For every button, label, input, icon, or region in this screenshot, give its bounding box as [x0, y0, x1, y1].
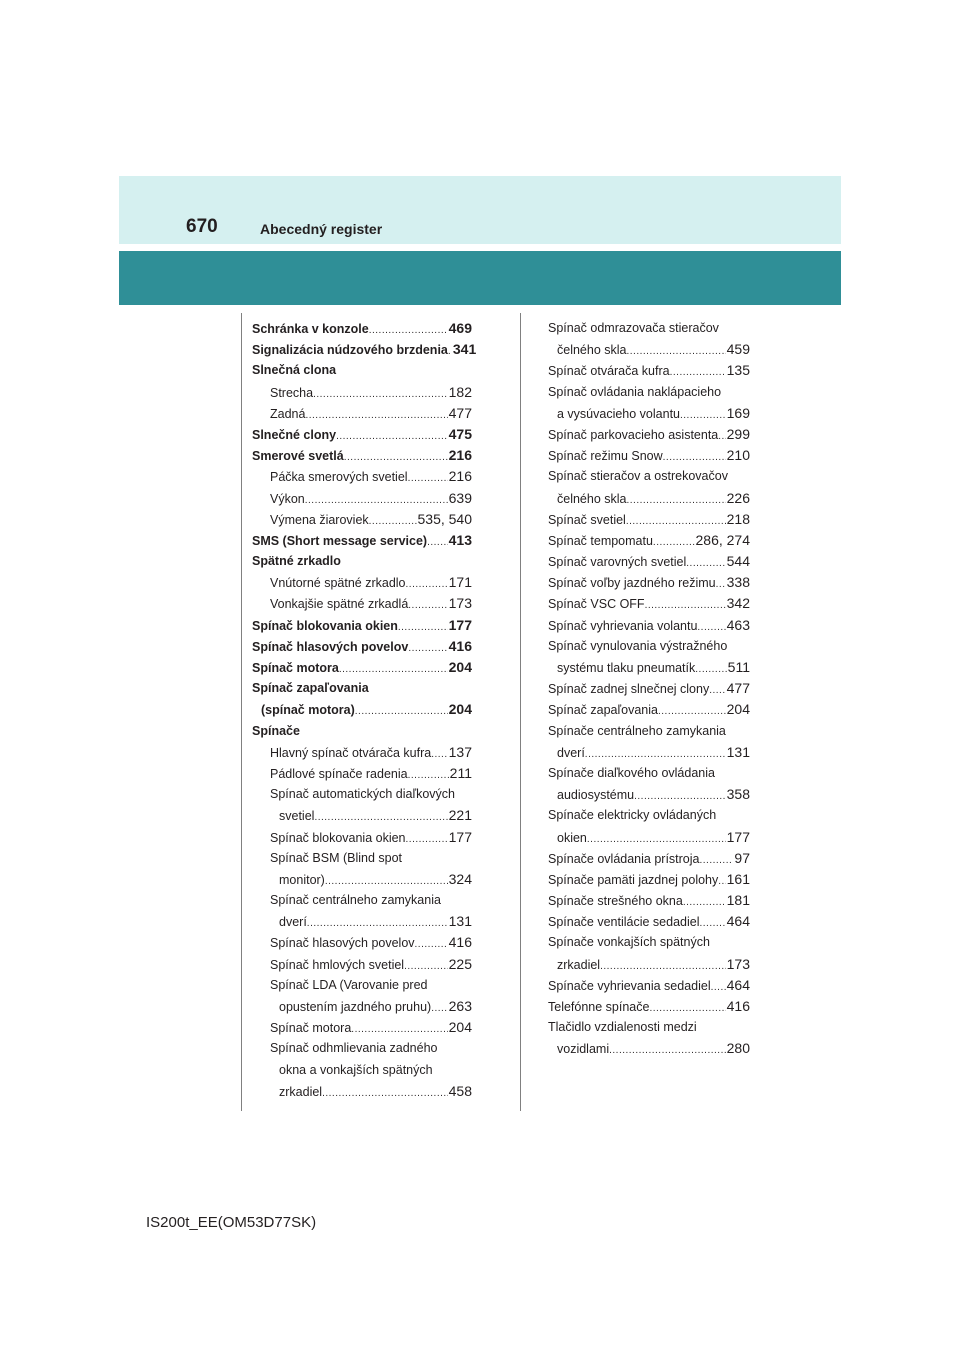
- index-entry: [548, 339, 750, 360]
- index-entry: [252, 805, 472, 826]
- index-entry: [252, 827, 472, 848]
- page-reference: 341: [452, 341, 477, 358]
- dot-leader: [663, 446, 726, 468]
- index-term: zrkadiel: [557, 957, 601, 972]
- page-reference: 324: [448, 870, 472, 887]
- dot-leader: [339, 658, 448, 680]
- page-reference: 338: [726, 574, 750, 591]
- index-entry: [252, 360, 472, 381]
- dot-leader: [408, 764, 449, 786]
- index-entry: [548, 593, 750, 614]
- index-term: Spínač svetiel: [548, 512, 626, 527]
- index-entry: [548, 424, 750, 445]
- index-term: Výmena žiaroviek: [270, 512, 369, 527]
- page-reference: 216: [448, 468, 472, 485]
- page-reference: 639: [448, 489, 472, 506]
- dot-leader: [645, 594, 726, 616]
- index-entry: [548, 699, 750, 720]
- index-term: Strecha: [270, 385, 314, 400]
- index-entry: [252, 382, 472, 403]
- index-entry: [548, 784, 750, 805]
- dot-leader: [404, 955, 448, 977]
- dot-leader: [585, 743, 726, 765]
- dot-leader: [686, 552, 725, 574]
- index-term: SMS (Short message service): [252, 533, 428, 548]
- page-reference: 204: [448, 1019, 472, 1036]
- index-term: Spínač hmlových svetiel: [270, 957, 405, 972]
- page-reference: 263: [448, 998, 472, 1014]
- page-reference: 477: [448, 404, 472, 421]
- dot-leader: [307, 912, 448, 934]
- dot-leader: [322, 1082, 448, 1104]
- dot-leader: [398, 616, 448, 638]
- page-reference: 216: [448, 447, 472, 464]
- dot-leader: [626, 510, 726, 532]
- page-reference: 464: [726, 976, 750, 993]
- index-term: Spínač centrálneho zamykania: [270, 893, 441, 908]
- index-entry: [548, 1017, 750, 1038]
- index-term: Spínač VSC OFF: [548, 597, 645, 612]
- index-term: Spínače: [252, 723, 300, 738]
- index-entry: [548, 382, 750, 403]
- index-entry: [548, 445, 750, 466]
- index-entry: [548, 848, 750, 869]
- dot-leader: [709, 679, 725, 701]
- page-reference: 131: [726, 743, 750, 760]
- index-term: Spínač ovládania naklápacieho: [548, 384, 722, 399]
- page-reference: 469: [448, 320, 472, 336]
- dot-leader: [355, 700, 448, 722]
- index-term: a vysúvacieho volantu: [557, 406, 680, 421]
- index-entry: [548, 318, 750, 339]
- index-entry: [548, 403, 750, 424]
- page-reference: 221: [448, 807, 472, 824]
- index-term: Spínač odmrazovača stieračov: [548, 321, 719, 335]
- index-entry: [252, 593, 472, 614]
- page-reference: 225: [448, 955, 472, 972]
- dot-leader: [700, 912, 726, 934]
- index-term: Spínač zadnej slnečnej clony: [548, 682, 710, 697]
- right-column-rule: [520, 313, 521, 1111]
- index-entry: [548, 721, 750, 742]
- dot-leader: [313, 383, 448, 405]
- index-term: Páčka smerových svetiel: [270, 470, 408, 485]
- index-entry: [548, 996, 750, 1017]
- index-entry: [548, 954, 750, 975]
- page-reference: 169: [726, 404, 750, 421]
- index-entry: [252, 551, 472, 572]
- page-reference: 211: [449, 764, 472, 781]
- index-term: Zadná: [270, 406, 306, 421]
- index-entry: [252, 466, 472, 487]
- dot-leader: [609, 1039, 726, 1061]
- index-entry: [548, 530, 750, 551]
- dot-leader: [600, 955, 726, 977]
- dot-leader: [344, 446, 448, 468]
- index-entry: [548, 678, 750, 699]
- index-term: svetiel: [279, 809, 315, 824]
- dot-leader: [680, 404, 726, 426]
- index-entry: [252, 1081, 472, 1102]
- index-term: Spínač motora: [252, 661, 339, 675]
- index-entry: [252, 784, 472, 805]
- index-term: Spínač blokovania okien: [270, 830, 406, 845]
- index-term: opustením jazdného pruhu): [279, 1000, 432, 1014]
- index-term: Spínač zapaľovania: [548, 703, 658, 718]
- index-term: Spínač režimu Snow: [548, 449, 663, 464]
- page-reference: 464: [726, 913, 750, 930]
- index-term: systému tlaku pneumatík: [557, 661, 696, 675]
- page-reference: 204: [448, 659, 472, 675]
- page-reference: 161: [726, 870, 750, 887]
- dot-leader: [369, 319, 448, 341]
- index-entry: [252, 488, 472, 509]
- page-reference: 477: [726, 680, 750, 697]
- index-entry: [252, 911, 472, 932]
- index-entry: [252, 721, 472, 742]
- dot-leader: [711, 976, 726, 998]
- index-entry: [252, 509, 472, 530]
- index-term: Spínač hlasových povelov: [252, 639, 409, 654]
- page-reference: 511: [727, 659, 750, 675]
- page-number: 670: [186, 216, 218, 237]
- page-reference: 416: [448, 637, 472, 654]
- index-term: Spínače vyhrievania sedadiel: [548, 978, 711, 993]
- index-term: Spínač otvárača kufra: [548, 364, 670, 379]
- header-band: [119, 176, 841, 244]
- index-entry: [252, 424, 472, 445]
- page-reference: 97: [734, 849, 750, 866]
- dot-leader: [408, 594, 447, 616]
- dot-leader: [699, 849, 733, 871]
- index-term: Schránka v konzole: [252, 322, 369, 336]
- index-term: Spínač motora: [270, 1021, 352, 1036]
- index-term: Vonkajšie spätné zrkadlá: [270, 597, 409, 612]
- dot-leader: [587, 828, 726, 850]
- dot-leader: [305, 404, 447, 426]
- page-reference: 177: [448, 616, 472, 633]
- index-entry: [252, 572, 472, 593]
- page-reference: 535, 540: [417, 510, 472, 527]
- index-entry: [548, 657, 750, 678]
- header-accent-bar: [119, 251, 841, 305]
- dot-leader: [627, 489, 726, 511]
- index-term: Spínače diaľkového ovládania: [548, 765, 715, 780]
- index-term: Spínač blokovania okien: [252, 618, 398, 633]
- dot-leader: [431, 997, 447, 1019]
- index-entry: [252, 636, 472, 657]
- page-reference: 544: [726, 553, 750, 570]
- page-reference: 131: [448, 913, 472, 930]
- index-term: čelného skla: [557, 491, 627, 506]
- index-entry: [252, 1017, 472, 1038]
- index-term: Spínače ovládania prístroja: [548, 851, 700, 866]
- page-reference: 173: [448, 595, 472, 612]
- index-entry: [548, 551, 750, 572]
- page-reference: 358: [726, 786, 750, 803]
- left-column-rule: [241, 313, 242, 1111]
- index-entry: [548, 911, 750, 932]
- index-entry: [548, 466, 750, 487]
- index-term: Výkon: [270, 491, 305, 506]
- page-reference: 475: [448, 425, 472, 442]
- index-entry: [548, 360, 750, 381]
- index-entry: [252, 1060, 472, 1081]
- index-entry: [548, 763, 750, 784]
- index-entry: [548, 975, 750, 996]
- dot-leader: [369, 510, 417, 532]
- index-entry: [252, 678, 472, 699]
- dot-leader: [670, 361, 726, 383]
- index-entry: [252, 954, 472, 975]
- dot-leader: [408, 467, 448, 489]
- index-entry: [548, 869, 750, 890]
- index-term: Spínače vonkajších spätných: [548, 935, 710, 950]
- index-entry: [252, 318, 472, 339]
- index-term: Spínače centrálneho zamykania: [548, 723, 726, 738]
- index-entry: [252, 699, 472, 720]
- dot-leader: [305, 489, 448, 511]
- model-code: IS200t_EE(OM53D77SK): [146, 1214, 317, 1231]
- index-entry: [252, 530, 472, 551]
- dot-leader: [314, 806, 447, 828]
- index-entry: [548, 805, 750, 826]
- index-term: Spínače strešného okna: [548, 894, 683, 909]
- page-reference: 181: [726, 892, 750, 909]
- index-term: Spínač BSM (Blind spot: [270, 850, 403, 865]
- index-entry: [252, 932, 472, 953]
- page-reference: 416: [448, 934, 472, 951]
- dot-leader: [695, 658, 726, 680]
- page-reference: 286, 274: [695, 531, 750, 548]
- index-term: Spínače elektricky ovládaných: [548, 808, 717, 823]
- index-term: Spínač tempomatu: [548, 533, 653, 548]
- index-term: Spínač odhmlievania zadného: [270, 1041, 438, 1056]
- index-term: Smerové svetlá: [252, 449, 344, 464]
- index-entry: [548, 827, 750, 848]
- index-term: Telefónne spínače: [548, 1000, 650, 1014]
- index-term: monitor): [279, 872, 325, 887]
- index-term: okien: [557, 830, 587, 845]
- page-reference: 204: [726, 701, 750, 718]
- index-entry: [252, 403, 472, 424]
- page-reference: 204: [448, 701, 472, 718]
- section-title: Abecedný register: [260, 221, 383, 237]
- index-entry: [548, 890, 750, 911]
- index-entry: [548, 742, 750, 763]
- page-reference: 173: [726, 955, 750, 972]
- index-term: Spínač stieračov a ostrekovačov: [548, 469, 728, 484]
- index-term: Spínač vynulovania výstražného: [548, 638, 728, 653]
- page-reference: 135: [726, 362, 750, 379]
- index-term: čelného skla: [557, 343, 627, 358]
- index-column-right: [548, 318, 750, 1060]
- index-entry: [252, 615, 472, 636]
- index-term: Spínače pamäti jazdnej polohy: [548, 872, 719, 887]
- index-entry: [252, 339, 477, 360]
- page-reference: 177: [448, 828, 472, 845]
- index-term: dverí: [279, 915, 307, 930]
- index-term: dverí: [557, 745, 585, 760]
- page-reference: 210: [726, 447, 750, 464]
- page-reference: 177: [726, 828, 750, 845]
- page-reference: 171: [448, 574, 472, 591]
- dot-leader: [336, 425, 448, 447]
- index-entry: [548, 509, 750, 530]
- dot-leader: [627, 340, 726, 362]
- page-reference: 137: [448, 743, 472, 760]
- index-column-left: [252, 318, 477, 1102]
- dot-leader: [406, 573, 448, 595]
- index-term: Spínač vyhrievania volantu: [548, 618, 698, 633]
- index-term: Slnečná clona: [252, 363, 337, 378]
- index-term: Spínač varovných svetiel: [548, 555, 687, 570]
- index-entry: [548, 636, 750, 657]
- index-term: Spínač zapaľovania: [252, 681, 369, 696]
- index-entry: [252, 848, 472, 869]
- index-term: audiosystému: [557, 788, 635, 803]
- dot-leader: [431, 743, 447, 765]
- index-term: Slnečné clony: [252, 427, 337, 442]
- dot-leader: [406, 828, 448, 850]
- index-entry: [252, 1038, 472, 1059]
- index-entry: [252, 890, 472, 911]
- index-term: zrkadiel: [279, 1084, 323, 1099]
- index-entry: [252, 445, 472, 466]
- page-reference: 416: [726, 998, 750, 1014]
- page-reference: 280: [726, 1040, 750, 1057]
- page-reference: 299: [726, 425, 750, 442]
- page-reference: 459: [726, 341, 750, 358]
- dot-leader: [427, 531, 448, 553]
- index-entry: [548, 615, 750, 636]
- index-entry: [252, 975, 472, 996]
- index-term: okna a vonkajších spätných: [279, 1062, 433, 1077]
- index-entry: [548, 1038, 750, 1059]
- index-term: (spínač motora): [261, 703, 355, 718]
- dot-leader: [653, 531, 695, 553]
- dot-leader: [351, 1018, 447, 1040]
- index-term: vozidlami: [557, 1042, 610, 1057]
- dot-leader: [649, 997, 725, 1019]
- page-reference: 226: [726, 489, 750, 506]
- dot-leader: [683, 891, 726, 913]
- index-entry: [252, 996, 472, 1017]
- index-term: Vnútorné spätné zrkadlo: [270, 576, 406, 591]
- index-entry: [252, 742, 472, 763]
- page-reference: 458: [448, 1082, 472, 1099]
- index-entry: [252, 657, 472, 678]
- index-entry: [548, 488, 750, 509]
- index-term: Spínač hlasových povelov: [270, 936, 415, 951]
- index-term: Spínač automatických diaľkových: [270, 787, 455, 802]
- index-term: Spínač voľby jazdného režimu: [548, 576, 716, 591]
- dot-leader: [325, 870, 448, 892]
- page-reference: 342: [726, 595, 750, 612]
- dot-leader: [415, 933, 448, 955]
- page-reference: 218: [726, 510, 750, 527]
- index-entry: [252, 869, 472, 890]
- index-entry: [252, 763, 472, 784]
- page-reference: 182: [448, 383, 472, 400]
- dot-leader: [408, 637, 447, 659]
- index-entry: [548, 572, 750, 593]
- index-term: Tlačidlo vzdialenosti medzi: [548, 1020, 697, 1035]
- dot-leader: [718, 425, 725, 447]
- index-term: Spínač parkovacieho asistenta: [548, 427, 719, 442]
- dot-leader: [697, 616, 725, 638]
- page-reference: 463: [726, 616, 750, 633]
- index-term: Spätné zrkadlo: [252, 554, 341, 569]
- index-term: Spínač LDA (Varovanie pred: [270, 977, 428, 992]
- page-reference: 413: [448, 531, 472, 548]
- dot-leader: [658, 700, 726, 722]
- dot-leader: [718, 870, 725, 892]
- index-term: Signalizácia núdzového brzdenia: [252, 343, 448, 358]
- index-term: Hlavný spínač otvárača kufra: [270, 745, 432, 760]
- index-term: Pádlové spínače radenia: [270, 766, 408, 781]
- dot-leader: [716, 573, 726, 595]
- index-term: Spínače ventilácie sedadiel: [548, 915, 700, 930]
- index-entry: [548, 932, 750, 953]
- dot-leader: [634, 785, 726, 807]
